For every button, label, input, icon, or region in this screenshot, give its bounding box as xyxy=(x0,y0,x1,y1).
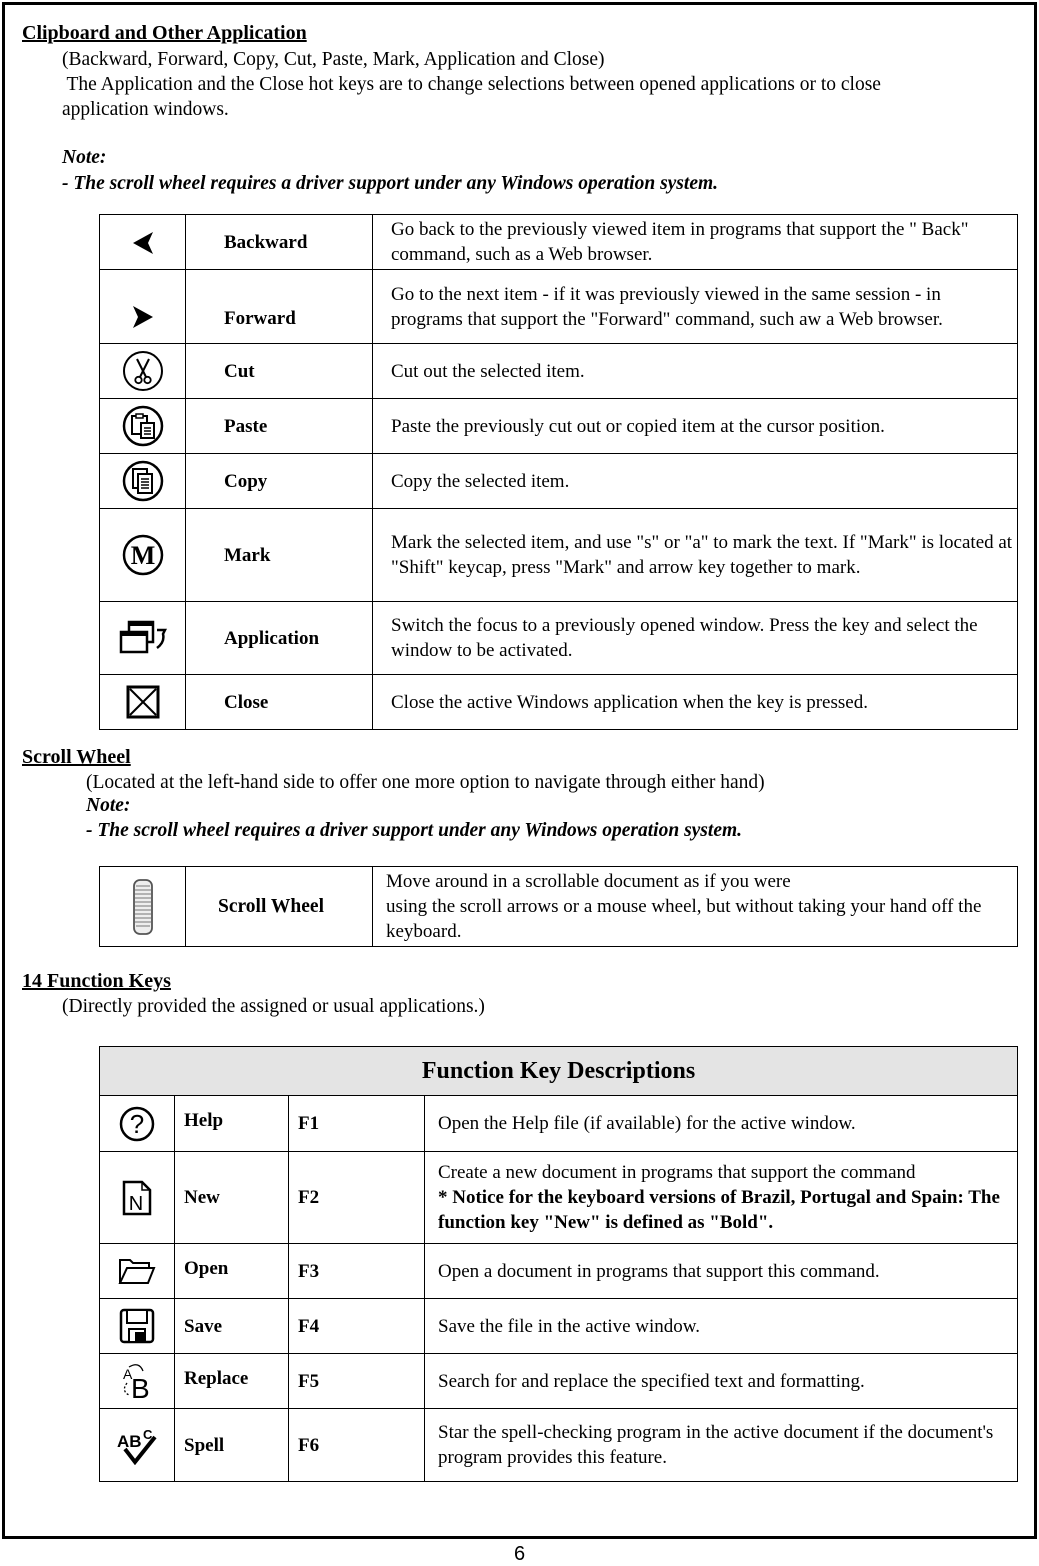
key-label: Paste xyxy=(186,399,373,454)
key-label: Cut xyxy=(186,344,373,399)
key-label: Mark xyxy=(186,509,373,602)
key-description: Save the file in the active window. xyxy=(425,1299,1018,1354)
key-code: F1 xyxy=(289,1096,425,1152)
save-floppy-icon xyxy=(100,1299,175,1354)
clipboard-heading: Clipboard and Other Application xyxy=(22,22,307,44)
key-code: F6 xyxy=(289,1409,425,1482)
svg-text:N: N xyxy=(128,1192,144,1215)
key-description: Paste the previously cut out or copied item at the cursor position. xyxy=(373,399,1018,454)
key-code: F4 xyxy=(289,1299,425,1354)
key-description: Cut out the selected item. xyxy=(373,344,1018,399)
scroll-wheel-heading: Scroll Wheel xyxy=(22,746,131,768)
table-row xyxy=(100,1096,1018,1152)
table-row xyxy=(100,602,1018,675)
scroll-wheel-note-text: - The scroll wheel requires a driver support under any Windows operation system. xyxy=(86,820,743,841)
clipboard-intro-line2: application windows. xyxy=(62,99,229,120)
svg-text:A: A xyxy=(123,1366,133,1382)
table-row xyxy=(100,1354,1018,1409)
description-text: Create a new document in programs that support the command xyxy=(438,1162,916,1183)
function-key-table xyxy=(99,1046,1018,1482)
scroll-wheel-note-label: Note: xyxy=(86,795,131,816)
key-description: Mark the selected item, and use "s" or "a" to mark the text. If "Mark" is located at "Shift" keycap, press "Mark" and arrow key together to mark. xyxy=(373,509,1018,602)
scissors-icon xyxy=(100,344,186,399)
key-label: Application xyxy=(186,602,373,675)
key-description: Close the active Windows application when the key is pressed. xyxy=(373,675,1018,730)
key-label: Backward xyxy=(186,215,373,270)
svg-text:AB: AB xyxy=(117,1432,142,1451)
table-row xyxy=(100,1152,1018,1244)
page-number: 6 xyxy=(513,1543,526,1565)
description-line: Move around in a scrollable document as if you were xyxy=(386,871,791,892)
copy-icon xyxy=(100,454,186,509)
table-title: Function Key Descriptions xyxy=(100,1047,1018,1096)
help-icon xyxy=(100,1096,175,1152)
backward-arrow-icon xyxy=(100,215,186,270)
table-row xyxy=(100,1244,1018,1299)
regional-notice: * Notice for the keyboard versions of Brazil, Portugal and Spain: The function key "New" is defined as "Bold". xyxy=(438,1187,1000,1233)
mark-icon xyxy=(100,509,186,602)
function-keys-heading: 14 Function Keys xyxy=(22,970,171,992)
svg-text:C: C xyxy=(143,1427,153,1442)
key-description: Open a document in programs that support this command. xyxy=(425,1244,1018,1299)
application-switch-icon xyxy=(100,602,186,675)
table-row xyxy=(100,509,1018,602)
table-row xyxy=(100,1299,1018,1354)
svg-text:?: ? xyxy=(129,1108,145,1139)
key-label: Close xyxy=(186,675,373,730)
table-row xyxy=(100,867,1018,947)
key-description xyxy=(373,867,1018,947)
key-code: F5 xyxy=(289,1354,425,1409)
paste-icon xyxy=(100,399,186,454)
new-document-icon xyxy=(100,1152,175,1244)
key-description xyxy=(425,1152,1018,1244)
table-row xyxy=(100,270,1018,344)
key-description: Copy the selected item. xyxy=(373,454,1018,509)
clipboard-note-label: Note: xyxy=(62,147,107,168)
clipboard-intro-line1: The Application and the Close hot keys are to change selections between opened applications or to close xyxy=(62,74,881,95)
key-label: New xyxy=(175,1152,289,1244)
key-label: Save xyxy=(175,1299,289,1354)
open-folder-icon xyxy=(100,1244,175,1299)
key-label: Replace xyxy=(175,1354,289,1409)
key-code: F2 xyxy=(289,1152,425,1244)
key-description: Search for and replace the specified text and formatting. xyxy=(425,1354,1018,1409)
table-row xyxy=(100,675,1018,730)
forward-arrow-icon xyxy=(100,270,186,344)
table-row xyxy=(100,215,1018,270)
table-row xyxy=(100,344,1018,399)
key-label: Copy xyxy=(186,454,373,509)
clipboard-keys-table xyxy=(99,214,1018,730)
key-description: Star the spell-checking program in the active document if the document's program provides this feature. xyxy=(425,1409,1018,1482)
clipboard-subtitle: (Backward, Forward, Copy, Cut, Paste, Mark, Application and Close) xyxy=(62,49,605,70)
key-description: Go back to the previously viewed item in programs that support the " Back" command, such as a Web browser. xyxy=(373,215,1018,270)
scroll-wheel-table xyxy=(99,866,1018,947)
scroll-wheel-subtitle: (Located at the left-hand side to offer one more option to navigate through either hand) xyxy=(86,772,765,793)
function-keys-subtitle: (Directly provided the assigned or usual applications.) xyxy=(62,996,485,1017)
spell-check-icon xyxy=(100,1409,175,1482)
key-label: Forward xyxy=(186,270,373,344)
key-description: Go to the next item - if it was previously viewed in the same session - in programs that support the "Forward" command, such aw a Web browser. xyxy=(373,270,1018,344)
clipboard-note-text: - The scroll wheel requires a driver support under any Windows operation system. xyxy=(62,173,719,194)
key-label: Open xyxy=(175,1244,289,1299)
close-window-icon xyxy=(100,675,186,730)
key-label: Scroll Wheel xyxy=(186,867,373,947)
table-header-row xyxy=(100,1047,1018,1096)
key-code: F3 xyxy=(289,1244,425,1299)
svg-text:M: M xyxy=(130,541,155,570)
scroll-wheel-icon xyxy=(100,867,186,947)
key-label: Help xyxy=(175,1096,289,1152)
table-row xyxy=(100,1409,1018,1482)
svg-text:B: B xyxy=(131,1373,150,1401)
description-line: using the scroll arrows or a mouse wheel, but without taking your hand off the keyboard. xyxy=(386,896,982,942)
key-description: Open the Help file (if available) for the active window. xyxy=(425,1096,1018,1152)
table-row xyxy=(100,399,1018,454)
key-description: Switch the focus to a previously opened window. Press the key and select the window to be activated. xyxy=(373,602,1018,675)
replace-icon xyxy=(100,1354,175,1409)
key-label: Spell xyxy=(175,1409,289,1482)
table-row xyxy=(100,454,1018,509)
